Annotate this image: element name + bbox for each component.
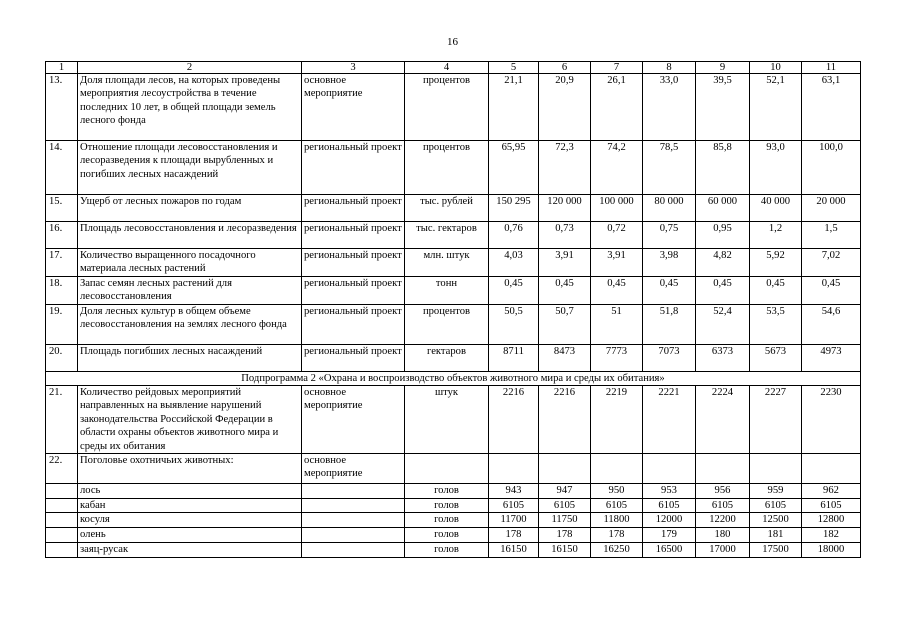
species-value: 181 xyxy=(750,528,802,543)
unit-of-measure: тыс. рублей xyxy=(405,195,489,222)
indicator-value: 0,45 xyxy=(696,276,750,304)
species-row xyxy=(46,528,861,543)
species-value: 6105 xyxy=(750,498,802,513)
column-number: 4 xyxy=(405,62,489,74)
indicator-value: 52,4 xyxy=(696,304,750,344)
indicator-value: 51 xyxy=(591,304,643,344)
indicator-value: 78,5 xyxy=(643,141,696,195)
indicator-value: 0,45 xyxy=(539,276,591,304)
row-number: 18. xyxy=(46,276,78,304)
indicator-value: 33,0 xyxy=(643,74,696,141)
column-number: 2 xyxy=(78,62,302,74)
species-value: 16500 xyxy=(643,542,696,557)
indicator-name: Доля площади лесов, на которых проведены мероприятия лесоустройства в течение последних 10 лет, в общей площади земель лесного фонда xyxy=(78,74,302,141)
table-row xyxy=(46,249,861,277)
unit-of-measure: млн. штук xyxy=(405,249,489,277)
species-name: олень xyxy=(78,528,302,543)
unit-of-measure: голов xyxy=(405,498,489,513)
indicator-value: 5,92 xyxy=(750,249,802,277)
species-value: 18000 xyxy=(802,542,861,557)
indicator-value: 0,45 xyxy=(489,276,539,304)
unit-of-measure: штук xyxy=(405,386,489,454)
indicator-value: 3,91 xyxy=(591,249,643,277)
empty-cell xyxy=(46,484,78,499)
indicator-value: 72,3 xyxy=(539,141,591,195)
species-name: косуля xyxy=(78,513,302,528)
indicator-value: 0,45 xyxy=(802,276,861,304)
indicator-value: 0,45 xyxy=(643,276,696,304)
column-number: 10 xyxy=(750,62,802,74)
column-number: 8 xyxy=(643,62,696,74)
indicator-value: 3,98 xyxy=(643,249,696,277)
empty-cell xyxy=(802,454,861,484)
indicator-value: 150 295 xyxy=(489,195,539,222)
indicator-value: 4973 xyxy=(802,344,861,371)
empty-cell xyxy=(539,454,591,484)
indicator-value: 2221 xyxy=(643,386,696,454)
row-number: 22. xyxy=(46,454,78,484)
species-value: 6105 xyxy=(696,498,750,513)
species-value: 12800 xyxy=(802,513,861,528)
species-value: 6105 xyxy=(489,498,539,513)
column-number: 1 xyxy=(46,62,78,74)
unit-of-measure: процентов xyxy=(405,141,489,195)
activity-type: региональный проект xyxy=(302,304,405,344)
table-row xyxy=(46,276,861,304)
indicator-name: Доля лесных культур в общем объеме лесовосстановления на землях лесного фонда xyxy=(78,304,302,344)
indicator-value: 100 000 xyxy=(591,195,643,222)
indicator-value: 0,72 xyxy=(591,222,643,249)
empty-cell xyxy=(302,498,405,513)
indicator-value: 5673 xyxy=(750,344,802,371)
species-value: 953 xyxy=(643,484,696,499)
species-value: 17000 xyxy=(696,542,750,557)
indicator-value: 4,03 xyxy=(489,249,539,277)
unit-of-measure: процентов xyxy=(405,74,489,141)
indicator-value: 80 000 xyxy=(643,195,696,222)
indicator-value: 7773 xyxy=(591,344,643,371)
indicators-table xyxy=(45,61,861,558)
indicator-name: Поголовье охотничьих животных: xyxy=(78,454,302,484)
indicator-value: 0,73 xyxy=(539,222,591,249)
species-value: 12500 xyxy=(750,513,802,528)
table-row xyxy=(46,74,861,141)
indicator-value: 4,82 xyxy=(696,249,750,277)
species-row xyxy=(46,484,861,499)
activity-type: региональный проект xyxy=(302,276,405,304)
species-value: 179 xyxy=(643,528,696,543)
indicator-value: 93,0 xyxy=(750,141,802,195)
species-value: 6105 xyxy=(643,498,696,513)
unit-of-measure: тыс. гектаров xyxy=(405,222,489,249)
row-number: 16. xyxy=(46,222,78,249)
species-value: 178 xyxy=(591,528,643,543)
activity-type: региональный проект xyxy=(302,222,405,249)
species-name: лось xyxy=(78,484,302,499)
empty-cell xyxy=(46,528,78,543)
empty-cell xyxy=(696,454,750,484)
species-value: 6105 xyxy=(802,498,861,513)
column-number: 7 xyxy=(591,62,643,74)
empty-cell xyxy=(46,513,78,528)
indicator-value: 40 000 xyxy=(750,195,802,222)
indicator-value: 6373 xyxy=(696,344,750,371)
row-number: 13. xyxy=(46,74,78,141)
table-row xyxy=(46,454,861,484)
indicator-name: Площадь погибших лесных насаждений xyxy=(78,344,302,371)
indicator-value: 1,2 xyxy=(750,222,802,249)
unit-of-measure: голов xyxy=(405,528,489,543)
indicator-value: 0,45 xyxy=(591,276,643,304)
unit-of-measure: процентов xyxy=(405,304,489,344)
indicator-value: 60 000 xyxy=(696,195,750,222)
table-row xyxy=(46,386,861,454)
species-value: 180 xyxy=(696,528,750,543)
subprogram-row xyxy=(46,371,861,385)
indicator-name: Количество выращенного посадочного материала лесных растений xyxy=(78,249,302,277)
species-value: 16150 xyxy=(489,542,539,557)
empty-cell xyxy=(46,542,78,557)
empty-cell xyxy=(750,454,802,484)
activity-type: региональный проект xyxy=(302,249,405,277)
activity-type: региональный проект xyxy=(302,344,405,371)
unit-of-measure: голов xyxy=(405,513,489,528)
indicator-value: 74,2 xyxy=(591,141,643,195)
activity-type: региональный проект xyxy=(302,195,405,222)
species-value: 943 xyxy=(489,484,539,499)
indicator-value: 8711 xyxy=(489,344,539,371)
species-value: 178 xyxy=(539,528,591,543)
indicator-name: Ущерб от лесных пожаров по годам xyxy=(78,195,302,222)
indicator-value: 26,1 xyxy=(591,74,643,141)
species-value: 12000 xyxy=(643,513,696,528)
indicator-name: Отношение площади лесовосстановления и лесоразведения к площади вырубленных и погибших лесных насаждений xyxy=(78,141,302,195)
empty-cell xyxy=(46,498,78,513)
indicator-value: 7073 xyxy=(643,344,696,371)
species-value: 6105 xyxy=(539,498,591,513)
indicator-value: 2227 xyxy=(750,386,802,454)
indicator-value: 2224 xyxy=(696,386,750,454)
row-number: 20. xyxy=(46,344,78,371)
species-value: 11800 xyxy=(591,513,643,528)
indicator-value: 63,1 xyxy=(802,74,861,141)
species-value: 11700 xyxy=(489,513,539,528)
column-number: 3 xyxy=(302,62,405,74)
activity-type: основное мероприятие xyxy=(302,454,405,484)
indicator-name: Запас семян лесных растений для лесовосстановления xyxy=(78,276,302,304)
indicator-value: 1,5 xyxy=(802,222,861,249)
indicator-value: 0,75 xyxy=(643,222,696,249)
activity-type: основное мероприятие xyxy=(302,386,405,454)
unit-of-measure: тонн xyxy=(405,276,489,304)
indicator-value: 8473 xyxy=(539,344,591,371)
table-row xyxy=(46,304,861,344)
row-number: 17. xyxy=(46,249,78,277)
species-value: 956 xyxy=(696,484,750,499)
indicator-value: 7,02 xyxy=(802,249,861,277)
species-value: 959 xyxy=(750,484,802,499)
indicator-value: 3,91 xyxy=(539,249,591,277)
indicator-value: 2216 xyxy=(539,386,591,454)
species-row xyxy=(46,542,861,557)
species-value: 12200 xyxy=(696,513,750,528)
indicator-value: 65,95 xyxy=(489,141,539,195)
empty-cell xyxy=(643,454,696,484)
indicator-value: 2219 xyxy=(591,386,643,454)
activity-type: основное мероприятие xyxy=(302,74,405,141)
species-value: 16150 xyxy=(539,542,591,557)
indicator-value: 2216 xyxy=(489,386,539,454)
column-number: 11 xyxy=(802,62,861,74)
indicator-value: 52,1 xyxy=(750,74,802,141)
species-value: 178 xyxy=(489,528,539,543)
indicator-value: 120 000 xyxy=(539,195,591,222)
indicator-value: 53,5 xyxy=(750,304,802,344)
table-row xyxy=(46,141,861,195)
page-number: 16 xyxy=(447,36,458,48)
empty-cell xyxy=(302,513,405,528)
table-row xyxy=(46,195,861,222)
activity-type: региональный проект xyxy=(302,141,405,195)
species-name: заяц-русак xyxy=(78,542,302,557)
row-number: 19. xyxy=(46,304,78,344)
empty-cell xyxy=(302,484,405,499)
row-number: 14. xyxy=(46,141,78,195)
empty-cell xyxy=(302,528,405,543)
empty-cell xyxy=(489,454,539,484)
species-value: 6105 xyxy=(591,498,643,513)
indicator-value: 0,95 xyxy=(696,222,750,249)
indicator-value: 51,8 xyxy=(643,304,696,344)
subprogram-title: Подпрограмма 2 «Охрана и воспроизводство объектов животного мира и среды их обитания» xyxy=(46,371,861,385)
unit-of-measure: гектаров xyxy=(405,344,489,371)
species-row xyxy=(46,513,861,528)
species-value: 947 xyxy=(539,484,591,499)
empty-cell xyxy=(405,454,489,484)
indicator-value: 0,76 xyxy=(489,222,539,249)
column-numbers-row xyxy=(46,62,861,74)
column-number: 5 xyxy=(489,62,539,74)
indicator-value: 100,0 xyxy=(802,141,861,195)
indicator-name: Количество рейдовых мероприятий направленных на выявление нарушений законодательства Российской Федерации в области охраны объектов животного мира и среды их обитания xyxy=(78,386,302,454)
indicator-name: Площадь лесовосстановления и лесоразведения xyxy=(78,222,302,249)
row-number: 15. xyxy=(46,195,78,222)
unit-of-measure: голов xyxy=(405,484,489,499)
species-value: 11750 xyxy=(539,513,591,528)
indicator-value: 0,45 xyxy=(750,276,802,304)
species-value: 962 xyxy=(802,484,861,499)
species-value: 950 xyxy=(591,484,643,499)
indicator-value: 20 000 xyxy=(802,195,861,222)
indicator-value: 54,6 xyxy=(802,304,861,344)
table-row xyxy=(46,344,861,371)
column-number: 6 xyxy=(539,62,591,74)
empty-cell xyxy=(302,542,405,557)
indicator-value: 85,8 xyxy=(696,141,750,195)
species-value: 182 xyxy=(802,528,861,543)
indicator-value: 39,5 xyxy=(696,74,750,141)
empty-cell xyxy=(591,454,643,484)
indicator-value: 50,5 xyxy=(489,304,539,344)
indicator-value: 21,1 xyxy=(489,74,539,141)
unit-of-measure: голов xyxy=(405,542,489,557)
table-row xyxy=(46,222,861,249)
row-number: 21. xyxy=(46,386,78,454)
species-value: 17500 xyxy=(750,542,802,557)
species-name: кабан xyxy=(78,498,302,513)
column-number: 9 xyxy=(696,62,750,74)
species-value: 16250 xyxy=(591,542,643,557)
indicator-value: 50,7 xyxy=(539,304,591,344)
indicator-value: 2230 xyxy=(802,386,861,454)
species-row xyxy=(46,498,861,513)
indicator-value: 20,9 xyxy=(539,74,591,141)
